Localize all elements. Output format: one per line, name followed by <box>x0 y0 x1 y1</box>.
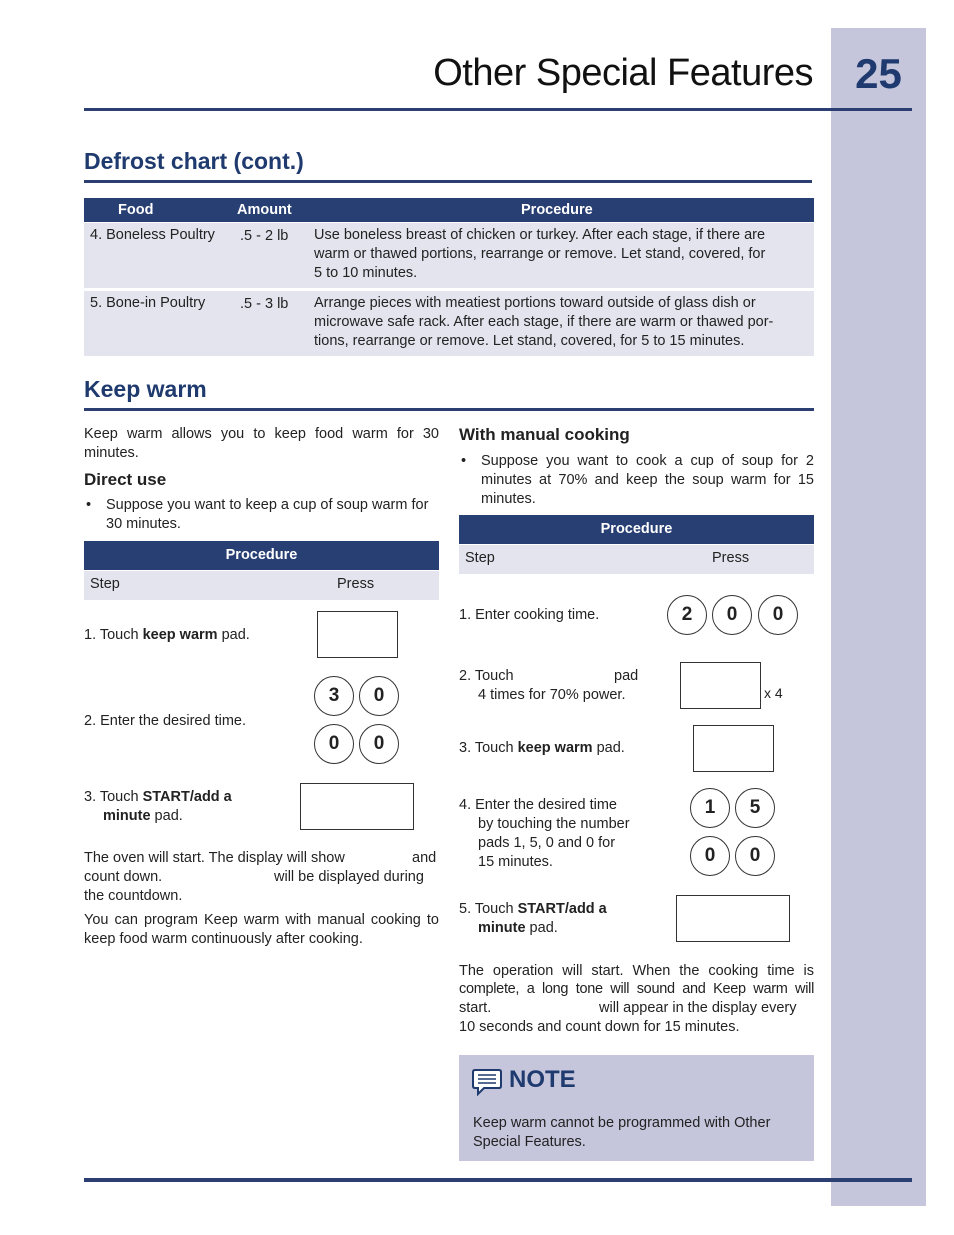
digit-pad-0[interactable]: 0 <box>758 595 798 635</box>
step-bold: keep warm <box>517 740 593 756</box>
step-bold: keep warm <box>142 627 218 643</box>
manual-step-5 <box>459 900 607 938</box>
note-text: Keep warm cannot be programmed with Other Special Features. <box>473 1115 771 1150</box>
digit-pad-5[interactable]: 5 <box>735 788 775 828</box>
digit-pad-0[interactable]: 0 <box>712 595 752 635</box>
procedure-label: Procedure <box>225 547 298 563</box>
manual-cooking-bullet: Suppose you want to cook a cup of soup for 2 minutes at 70% and keep the soup warm for 15 minutes. <box>481 453 814 507</box>
manual-step-2a: 2. Touch <box>459 668 514 684</box>
direct-after-line2b: will be displayed during <box>274 869 424 885</box>
page-number: 25 <box>855 50 902 97</box>
row-procedure <box>314 226 808 283</box>
keep-warm-intro: Keep warm allows you to keep food warm for 30 minutes. <box>84 426 439 461</box>
col-step: Step <box>465 550 495 566</box>
direct-step-3 <box>84 788 232 826</box>
step-line: by touching the number <box>478 816 630 832</box>
step-text: pad. <box>217 627 250 643</box>
digit-pad-3[interactable]: 3 <box>314 676 354 716</box>
manual-after-line4: 10 seconds and count down for 15 minutes. <box>459 1019 740 1035</box>
manual-after-line3a: start. <box>459 1000 492 1016</box>
col-press: Press <box>337 576 375 592</box>
press-multiplier: x 4 <box>764 685 783 701</box>
digit-pad-0[interactable]: 0 <box>359 724 399 764</box>
digit-pad-1[interactable]: 1 <box>690 788 730 828</box>
keep-warm-heading: Keep warm <box>84 376 207 402</box>
direct-use-bullet: Suppose you want to keep a cup of soup warm for 30 minutes. <box>106 497 429 532</box>
col-amount: Amount <box>237 202 292 218</box>
direct-after-line2a: count down. <box>84 869 163 885</box>
direct-step-header <box>84 571 439 600</box>
page-sidebar <box>831 28 926 1206</box>
manual-step-2b: pad <box>614 668 639 684</box>
direct-procedure-header <box>84 541 439 570</box>
table-row <box>84 223 814 288</box>
manual-step-3 <box>459 739 625 758</box>
digit-pad-0[interactable]: 0 <box>690 836 730 876</box>
note-title: NOTE <box>509 1066 576 1093</box>
manual-procedure-header <box>459 515 814 544</box>
manual-after-line1: The operation will start. When the cooking time is <box>459 963 814 979</box>
step-text: 5. Touch <box>459 901 518 917</box>
direct-after-line3: the countdown. <box>84 888 183 904</box>
procedure-line: tions, rearrange or remove. Let stand, covered, for 5 to 15 minutes. <box>314 333 745 349</box>
keep-warm-heading-rule <box>84 408 814 411</box>
keep-warm-pad[interactable] <box>693 725 774 772</box>
step-text: 1. Touch <box>84 627 143 643</box>
procedure-line: microwave safe rack. After each stage, if there are warm or thawed por- <box>314 314 774 330</box>
direct-step-2: 2. Enter the desired time. <box>84 713 246 729</box>
manual-step-2c: 4 times for 70% power. <box>478 687 626 703</box>
procedure-line: Use boneless breast of chicken or turkey. After each stage, if there are <box>314 227 766 243</box>
col-procedure: Procedure <box>521 202 593 218</box>
step-line: 15 minutes. <box>478 854 553 870</box>
step-text: 3. Touch <box>84 789 143 805</box>
row-food: 4. Boneless Poultry <box>90 227 215 243</box>
row-procedure <box>314 294 808 351</box>
digit-pad-0[interactable]: 0 <box>314 724 354 764</box>
direct-after-paragraph: You can program Keep warm with manual cooking to keep food warm continuously after cooking. <box>84 912 439 947</box>
step-bold: START/add a <box>517 901 607 917</box>
row-amount: .5 - 2 lb <box>240 228 289 244</box>
row-amount: .5 - 3 lb <box>240 296 289 312</box>
manual-step-4 <box>459 796 630 872</box>
step-bold: minute <box>478 920 526 936</box>
defrost-heading-rule <box>84 180 812 183</box>
table-row <box>84 291 814 356</box>
step-text: pad. <box>592 740 625 756</box>
direct-after-line1a: The oven will start. The display will show <box>84 850 345 866</box>
note-icon <box>472 1068 502 1096</box>
step-text: 3. Touch <box>459 740 518 756</box>
manual-step-header <box>459 545 814 574</box>
direct-use-heading: Direct use <box>84 470 167 489</box>
header-rule <box>84 108 912 111</box>
digit-pad-2[interactable]: 2 <box>667 595 707 635</box>
manual-cooking-heading: With manual cooking <box>459 425 630 444</box>
digit-pad-0[interactable]: 0 <box>735 836 775 876</box>
step-line: 4. Enter the desired time <box>459 797 617 813</box>
step-bold: START/add a <box>142 789 232 805</box>
start-add-minute-pad[interactable] <box>300 783 414 830</box>
step-text: pad. <box>150 808 183 824</box>
start-add-minute-pad[interactable] <box>676 895 790 942</box>
step-line: pads 1, 5, 0 and 0 for <box>478 835 616 851</box>
footer-rule <box>84 1178 912 1182</box>
power-level-pad[interactable] <box>680 662 761 709</box>
procedure-line: Arrange pieces with meatiest portions toward outside of glass dish or <box>314 295 756 311</box>
procedure-line: warm or thawed portions, rearrange or remove. Let stand, covered, for <box>314 246 766 262</box>
defrost-table-header <box>84 198 814 222</box>
direct-after-line1b: and <box>412 850 437 866</box>
step-bold: minute <box>103 808 151 824</box>
step-text: pad. <box>525 920 558 936</box>
manual-after-line2: complete, a long tone will sound and Keep warm will <box>459 981 814 997</box>
manual-step-1: 1. Enter cooking time. <box>459 607 600 623</box>
keep-warm-pad[interactable] <box>317 611 398 658</box>
procedure-line: 5 to 10 minutes. <box>314 265 418 281</box>
direct-step-1 <box>84 626 250 645</box>
bullet-dot: • <box>461 453 467 469</box>
bullet-dot: • <box>86 497 92 513</box>
digit-pad-0[interactable]: 0 <box>359 676 399 716</box>
col-food: Food <box>118 202 154 218</box>
procedure-label: Procedure <box>600 521 673 537</box>
page-title: Other Special Features <box>433 52 813 94</box>
defrost-heading: Defrost chart (cont.) <box>84 148 304 174</box>
row-food: 5. Bone-in Poultry <box>90 295 206 311</box>
col-press: Press <box>712 550 750 566</box>
manual-after-line3b: will appear in the display every <box>599 1000 797 1016</box>
col-step: Step <box>90 576 120 592</box>
